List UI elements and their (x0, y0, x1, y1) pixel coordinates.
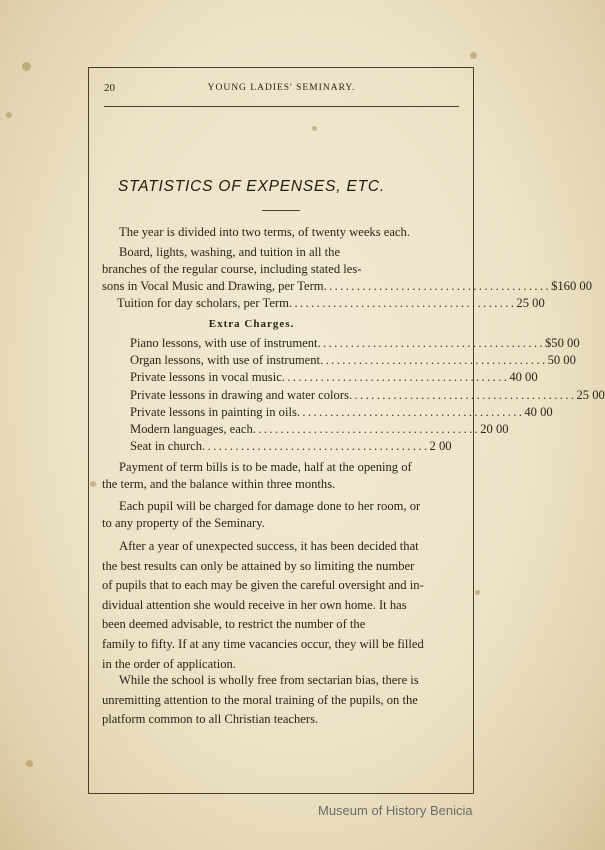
extra-charge-row (130, 422, 509, 437)
fee-label: sons in Vocal Music and Drawing, per Term (102, 279, 324, 293)
success-paragraph (102, 537, 460, 674)
charge-label: Private lessons in vocal music (130, 370, 282, 385)
text-line: in the order of application. (102, 656, 236, 671)
fee-amount: 25 00 (516, 296, 545, 310)
leader-dots: ......................................... (317, 336, 545, 350)
text-line: of pupils that to each may be given the careful oversight and in- (102, 578, 424, 593)
intro-paragraph (102, 224, 460, 241)
charge-amount: 40 00 (524, 404, 553, 419)
leader-dots: ......................................... (202, 439, 430, 454)
page-title: STATISTICS OF EXPENSES, ETC. (117, 178, 385, 195)
leader-dots: ......................................... (323, 279, 552, 293)
leader-dots: ......................................... (281, 370, 510, 385)
extra-charge-row (130, 370, 538, 385)
intro-line: The year is divided into two terms, of twenty weeks each. (119, 225, 410, 239)
text-line: Each pupil will be charged for damage done to her room, or (119, 499, 421, 513)
paper-stain (26, 760, 33, 767)
page-header (104, 82, 459, 104)
leader-dots: ......................................... (288, 296, 517, 310)
extra-charges-heading: Extra Charges. (208, 318, 295, 330)
charge-label: Seat in church (130, 439, 203, 454)
extra-charge-row (130, 353, 576, 368)
header-rule (104, 106, 459, 107)
charge-label: Private lessons in drawing and water colors (130, 387, 349, 402)
text-line: unremitting attention to the moral training of the pupils, on the (102, 692, 418, 707)
text-line: Payment of term bills is to be made, half at the opening of (119, 460, 412, 474)
charge-label: Modern languages, each (130, 422, 253, 436)
charge-amount: 50 00 (547, 353, 576, 368)
charge-amount: $50 00 (545, 336, 580, 350)
text-line: After a year of unexpected success, it has been decided that (119, 539, 419, 553)
text-line: the term, and the balance within three months. (102, 477, 336, 492)
leader-dots: ......................................... (348, 387, 577, 402)
leader-dots: ......................................... (320, 353, 548, 368)
leader-dots: ......................................... (296, 404, 525, 419)
extra-charge-row (130, 387, 605, 403)
charge-amount: 20 00 (480, 422, 509, 436)
charge-label: Piano lessons, with use of instrument (130, 336, 318, 350)
extra-charge-row (130, 439, 452, 454)
page-number: 20 (104, 82, 115, 94)
leader-dots: ......................................... (252, 422, 481, 436)
charge-amount: 40 00 (509, 370, 538, 385)
extra-charge-row (130, 336, 580, 351)
board-fee-row (102, 279, 593, 294)
damage-paragraph (102, 498, 460, 533)
text-line: been deemed advisable, to restrict the number of the (102, 617, 366, 632)
charge-amount: 2 00 (429, 439, 452, 454)
paper-stain (470, 52, 477, 59)
fee-amount: $160 00 (551, 279, 593, 293)
fee-label: Tuition for day scholars, per Term (117, 296, 289, 310)
day-fee-row (117, 296, 545, 311)
paper-stain (475, 590, 480, 595)
text-line: family to fifty. If at any time vacancies occur, they will be filled (102, 636, 424, 651)
text-line: the best results can only be attained by so limiting the number (102, 558, 415, 573)
charge-amount: 25 00 (576, 387, 605, 402)
board-line: Board, lights, washing, and tuition in all the (119, 245, 341, 259)
paper-stain (6, 112, 12, 118)
text-line: dividual attention she would receive in her own home. It has (102, 597, 407, 612)
charge-label: Organ lessons, with use of instrument (130, 353, 321, 368)
running-title: YOUNG LADIES' SEMINARY. (207, 83, 356, 93)
text-line: to any property of the Seminary. (102, 516, 265, 531)
text-line: platform common to all Christian teachers. (102, 712, 319, 727)
board-paragraph (102, 244, 460, 279)
sectarian-paragraph (102, 671, 460, 730)
board-line: branches of the regular course, including stated les- (102, 262, 362, 277)
text-line: While the school is wholly free from sectarian bias, there is (119, 673, 419, 687)
charge-label: Private lessons in painting in oils (130, 404, 297, 419)
extra-charge-row (130, 404, 553, 420)
title-rule (262, 210, 300, 211)
paper-stain (22, 62, 31, 71)
museum-watermark: Museum of History Benicia (318, 803, 473, 818)
payment-paragraph (102, 459, 460, 494)
